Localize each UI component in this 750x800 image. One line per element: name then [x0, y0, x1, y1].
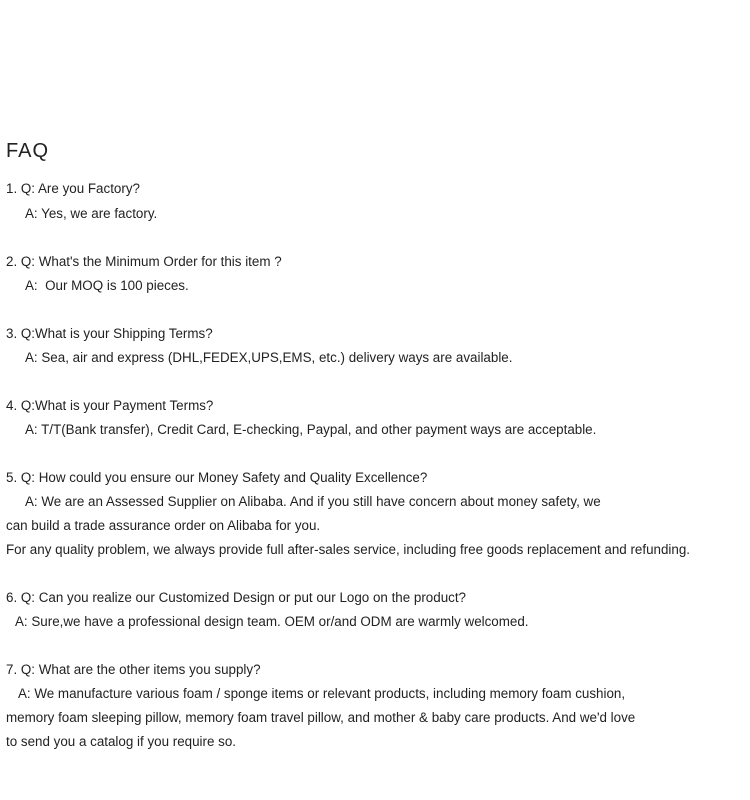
page-title: FAQ: [6, 140, 50, 162]
faq-answer-5-line-1: A: We are an Assessed Supplier on Alibaba. And if you still have concern about money safety, we: [25, 494, 601, 509]
faq-question-4: 4. Q:What is your Payment Terms?: [6, 398, 214, 413]
faq-question-3: 3. Q:What is your Shipping Terms?: [6, 326, 213, 341]
faq-answer-3: A: Sea, air and express (DHL,FEDEX,UPS,EMS, etc.) delivery ways are available.: [25, 350, 513, 365]
faq-answer-2: A: Our MOQ is 100 pieces.: [25, 278, 189, 293]
faq-answer-5-line-2: can build a trade assurance order on Alibaba for you.: [6, 518, 321, 533]
faq-answer-4: A: T/T(Bank transfer), Credit Card, E-checking, Paypal, and other payment ways are acceptable.: [25, 422, 597, 437]
faq-answer-1: A: Yes, we are factory.: [25, 206, 158, 221]
faq-question-2: 2. Q: What's the Minimum Order for this item ?: [6, 254, 282, 269]
faq-answer-5-line-3: For any quality problem, we always provide full after-sales service, including free goods replacement and refunding.: [6, 542, 691, 557]
faq-answer-7-line-2: memory foam sleeping pillow, memory foam travel pillow, and mother & baby care products. And we'd love: [6, 710, 636, 725]
faq-answer-7-line-3: to send you a catalog if you require so.: [6, 734, 237, 749]
faq-answer-7-line-1: A: We manufacture various foam / sponge items or relevant products, including memory foam cushion,: [18, 686, 626, 701]
faq-question-6: 6. Q: Can you realize our Customized Design or put our Logo on the product?: [6, 590, 467, 605]
faq-question-1: 1. Q: Are you Factory?: [6, 181, 140, 196]
faq-question-7: 7. Q: What are the other items you supply?: [6, 662, 261, 677]
faq-answer-6: A: Sure,we have a professional design team. OEM or/and ODM are warmly welcomed.: [15, 614, 529, 629]
faq-question-5: 5. Q: How could you ensure our Money Safety and Quality Excellence?: [6, 470, 428, 485]
